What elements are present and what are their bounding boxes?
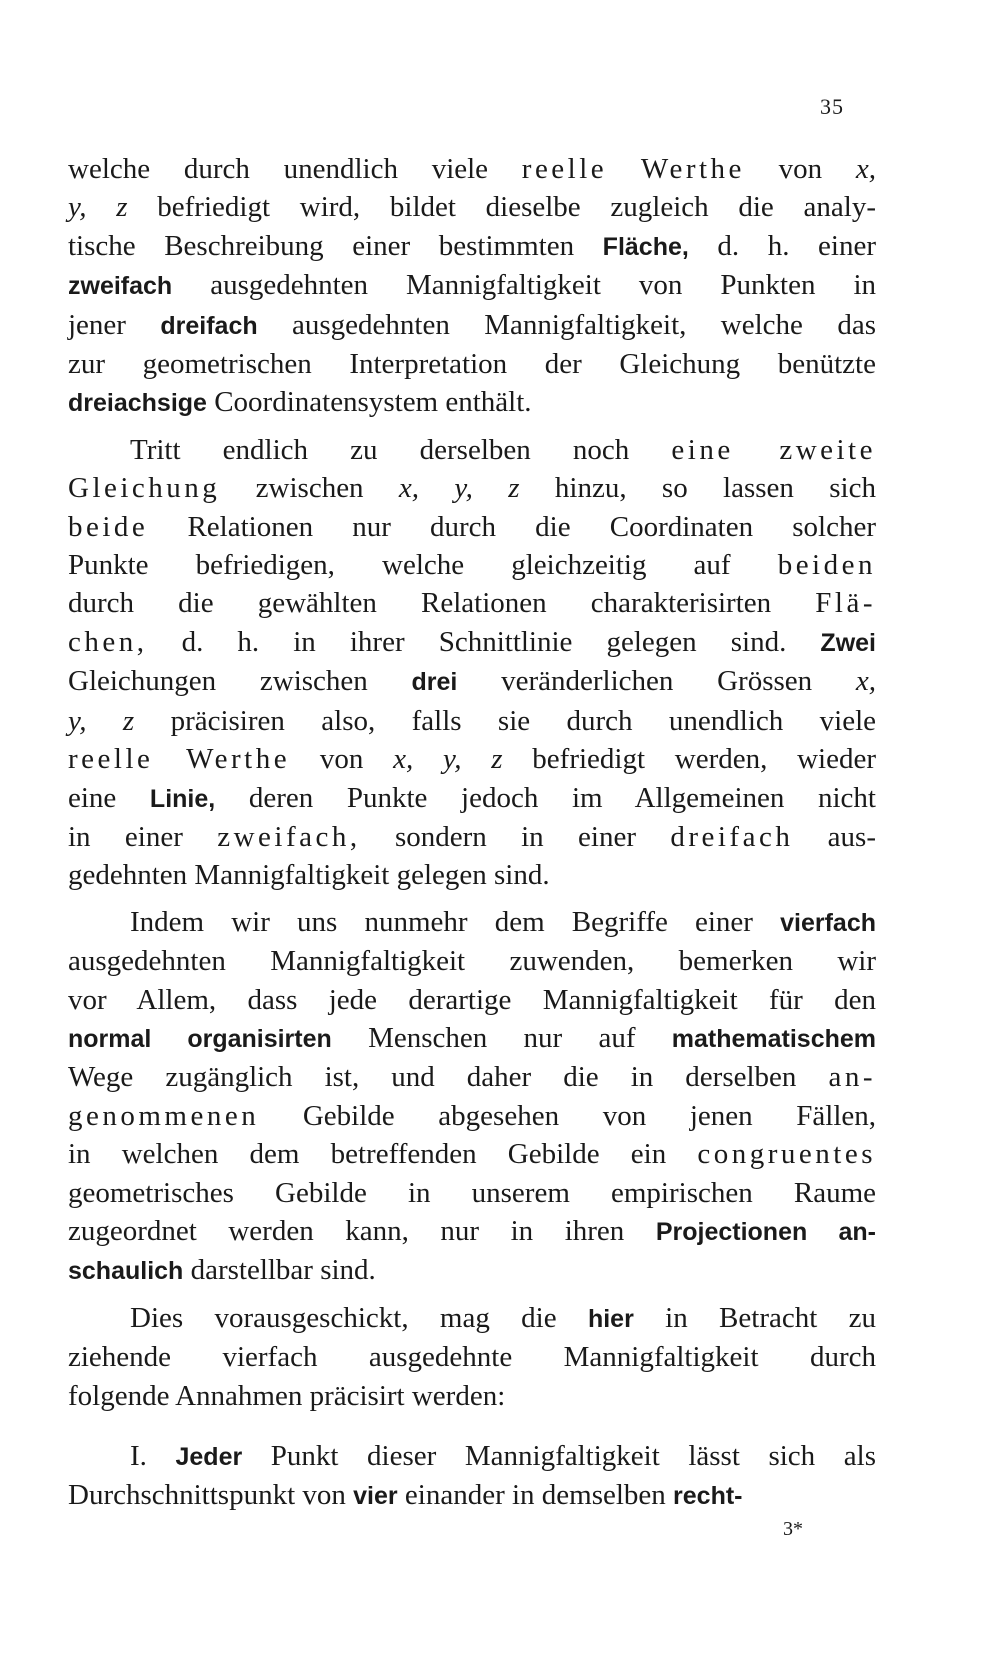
text-line <box>68 188 876 226</box>
text-run: Gleichungen zwischen <box>68 665 412 698</box>
text-run: Wege zugänglich ist, und daher die in derselben <box>68 1061 829 1094</box>
text-run: eine <box>68 781 150 814</box>
bold-term: recht- <box>673 1482 743 1511</box>
text-run: zur geometrischen Interpretation der Gleichung benützte <box>68 348 876 381</box>
spaced-term: reelle Werthe <box>68 743 291 776</box>
text-line <box>68 740 876 778</box>
text-run: Indem wir uns nunmehr dem Begriffe einer <box>130 905 781 938</box>
text-line <box>68 266 876 305</box>
bold-term: vierfach <box>780 908 876 937</box>
text-line <box>68 1299 876 1338</box>
spaced-term: beide <box>68 510 149 543</box>
text-run: Durchschnittspunkt von <box>68 1479 354 1512</box>
text-run: Punkt dieser Mannigfaltigkeit lässt sich als <box>242 1440 876 1472</box>
text-line <box>68 1377 876 1415</box>
text-run: Coordinatensystem enthält. <box>206 386 532 419</box>
text-run: von <box>290 743 394 776</box>
text-run: d. h. in ihrer Schnittlinie gelegen sind. <box>147 625 821 658</box>
text-run <box>607 153 641 185</box>
bold-term: mathematischem <box>671 1024 877 1053</box>
text-run: Dies vorausgeschickt, mag die <box>130 1301 588 1334</box>
text-run: in welchen dem betreffenden Gebilde ein <box>68 1138 698 1171</box>
text-line <box>68 1135 876 1173</box>
text-run: I. <box>130 1440 176 1472</box>
spaced-term: Werthe <box>640 153 745 185</box>
text-line <box>68 1338 876 1376</box>
text-run: befriedigt werden, wieder <box>502 743 877 776</box>
math-variable: x, y, z <box>393 743 503 776</box>
text-run: in einer <box>68 820 218 853</box>
text-line <box>68 1019 876 1058</box>
bold-term: zweifach <box>68 272 173 301</box>
text-line <box>68 345 876 383</box>
text-run: einander in demselben <box>397 1479 674 1512</box>
math-variable: x, y, z <box>398 472 520 505</box>
bold-term: Projectionen an- <box>655 1217 876 1246</box>
text-run: ausgedehnten Mannigfaltigkeit, welche das <box>257 308 876 341</box>
text-line <box>68 150 876 188</box>
text-line <box>68 818 876 856</box>
spaced-term: reelle <box>521 153 608 185</box>
text-run: deren Punkte jedoch im Allgemeinen nicht <box>215 781 876 814</box>
text-line <box>68 1212 876 1251</box>
text-run: zugeordnet werden kann, nur in ihren <box>68 1214 656 1247</box>
signature-mark: 3* <box>783 1518 803 1540</box>
text-run: von <box>744 153 856 185</box>
paragraph <box>68 431 876 895</box>
text-line <box>68 546 876 584</box>
text-line <box>68 584 876 622</box>
math-variable: x, <box>855 153 877 185</box>
text-run: d. h. einer <box>688 229 876 262</box>
text-run: in Betracht zu <box>633 1301 876 1334</box>
text-run: durch die gewählten Relationen charakterisirten <box>68 587 816 620</box>
text-run: präcisiren also, falls sie durch unendlich viele <box>134 704 876 737</box>
body-text <box>68 150 876 1516</box>
text-line <box>68 1174 876 1212</box>
spaced-term: beiden <box>777 549 876 582</box>
text-run: sondern in einer <box>360 820 671 853</box>
text-line <box>68 383 876 422</box>
text-line <box>68 1097 876 1135</box>
text-line <box>68 702 876 740</box>
bold-term: Zwei <box>820 628 876 657</box>
text-run: jener <box>68 308 161 341</box>
text-line <box>68 306 876 345</box>
bold-term: hier <box>587 1304 634 1333</box>
math-variable: y, z <box>68 704 135 737</box>
spaced-term: Flä- <box>815 587 876 620</box>
bold-term: schaulich <box>68 1257 184 1286</box>
text-line <box>68 1437 876 1476</box>
text-line <box>68 1058 876 1096</box>
bold-term: vier <box>353 1482 398 1511</box>
text-line <box>68 508 876 546</box>
text-run: darstellbar sind. <box>183 1254 376 1287</box>
spaced-term: Gleichung <box>68 472 221 505</box>
text-line <box>68 981 876 1019</box>
spaced-term: genommenen <box>68 1099 260 1132</box>
bold-term: normal organisirten <box>68 1024 332 1053</box>
text-run: geometrisches Gebilde in unserem empirischen Raume <box>68 1176 876 1209</box>
spaced-term: an- <box>828 1061 876 1094</box>
spaced-term: zweifach, <box>217 820 361 853</box>
text-line <box>68 623 876 662</box>
text-line <box>68 1251 876 1290</box>
text-run: tische Beschreibung einer bestimmten <box>68 229 603 262</box>
text-run: Gebilde abgesehen von jenen Fällen, <box>259 1099 876 1132</box>
spaced-term: chen, <box>68 625 148 658</box>
spaced-term: eine zweite <box>671 433 876 466</box>
spaced-term: congruentes <box>697 1138 876 1171</box>
text-run: veränderlichen Grössen <box>457 665 856 698</box>
text-run: aus- <box>793 820 876 853</box>
bold-term: Linie, <box>149 784 216 813</box>
text-run: vor Allem, dass jede derartige Mannigfaltigkeit für den <box>68 983 876 1016</box>
text-line <box>68 469 876 507</box>
text-run: befriedigt wird, bildet dieselbe zugleich die analy- <box>127 191 876 224</box>
text-line <box>68 903 876 942</box>
text-run: zwischen <box>220 472 399 505</box>
text-line <box>68 227 876 266</box>
text-line <box>68 662 876 701</box>
text-line <box>68 1476 876 1515</box>
bold-term: dreiachsige <box>68 389 207 418</box>
bold-term: Jeder <box>175 1443 243 1471</box>
paragraph <box>68 1437 876 1516</box>
text-run: welche durch unendlich viele <box>68 153 522 185</box>
bold-term: drei <box>411 668 458 697</box>
text-line <box>68 779 876 818</box>
text-run: ausgedehnten Mannigfaltigkeit von Punkten in <box>172 269 876 302</box>
text-line <box>68 942 876 980</box>
bold-term: Fläche, <box>602 232 689 261</box>
spaced-term: dreifach <box>670 820 794 853</box>
math-variable: y, z <box>68 191 128 224</box>
text-run: folgende Annahmen präcisirt werden: <box>68 1379 506 1412</box>
math-variable: x, <box>855 665 876 698</box>
text-run: ziehende vierfach ausgedehnte Mannigfaltigkeit durch <box>68 1341 876 1374</box>
paragraph <box>68 1299 876 1415</box>
bold-term: dreifach <box>160 311 258 340</box>
text-run: Relationen nur durch die Coordinaten solcher <box>148 510 876 543</box>
text-run: ausgedehnten Mannigfaltigkeit zuwenden, bemerken wir <box>68 945 876 978</box>
page-number: 35 <box>820 94 844 119</box>
paragraph <box>68 150 876 423</box>
text-run: gedehnten Mannigfaltigkeit gelegen sind. <box>68 859 550 892</box>
text-run: Punkte befriedigen, welche gleichzeitig auf <box>68 549 778 582</box>
text-line <box>68 856 876 894</box>
text-line <box>68 431 876 469</box>
text-run: Menschen nur auf <box>331 1021 672 1054</box>
text-run: Tritt endlich zu derselben noch <box>130 433 672 466</box>
paragraph <box>68 903 876 1291</box>
text-run: hinzu, so lassen sich <box>519 472 876 505</box>
